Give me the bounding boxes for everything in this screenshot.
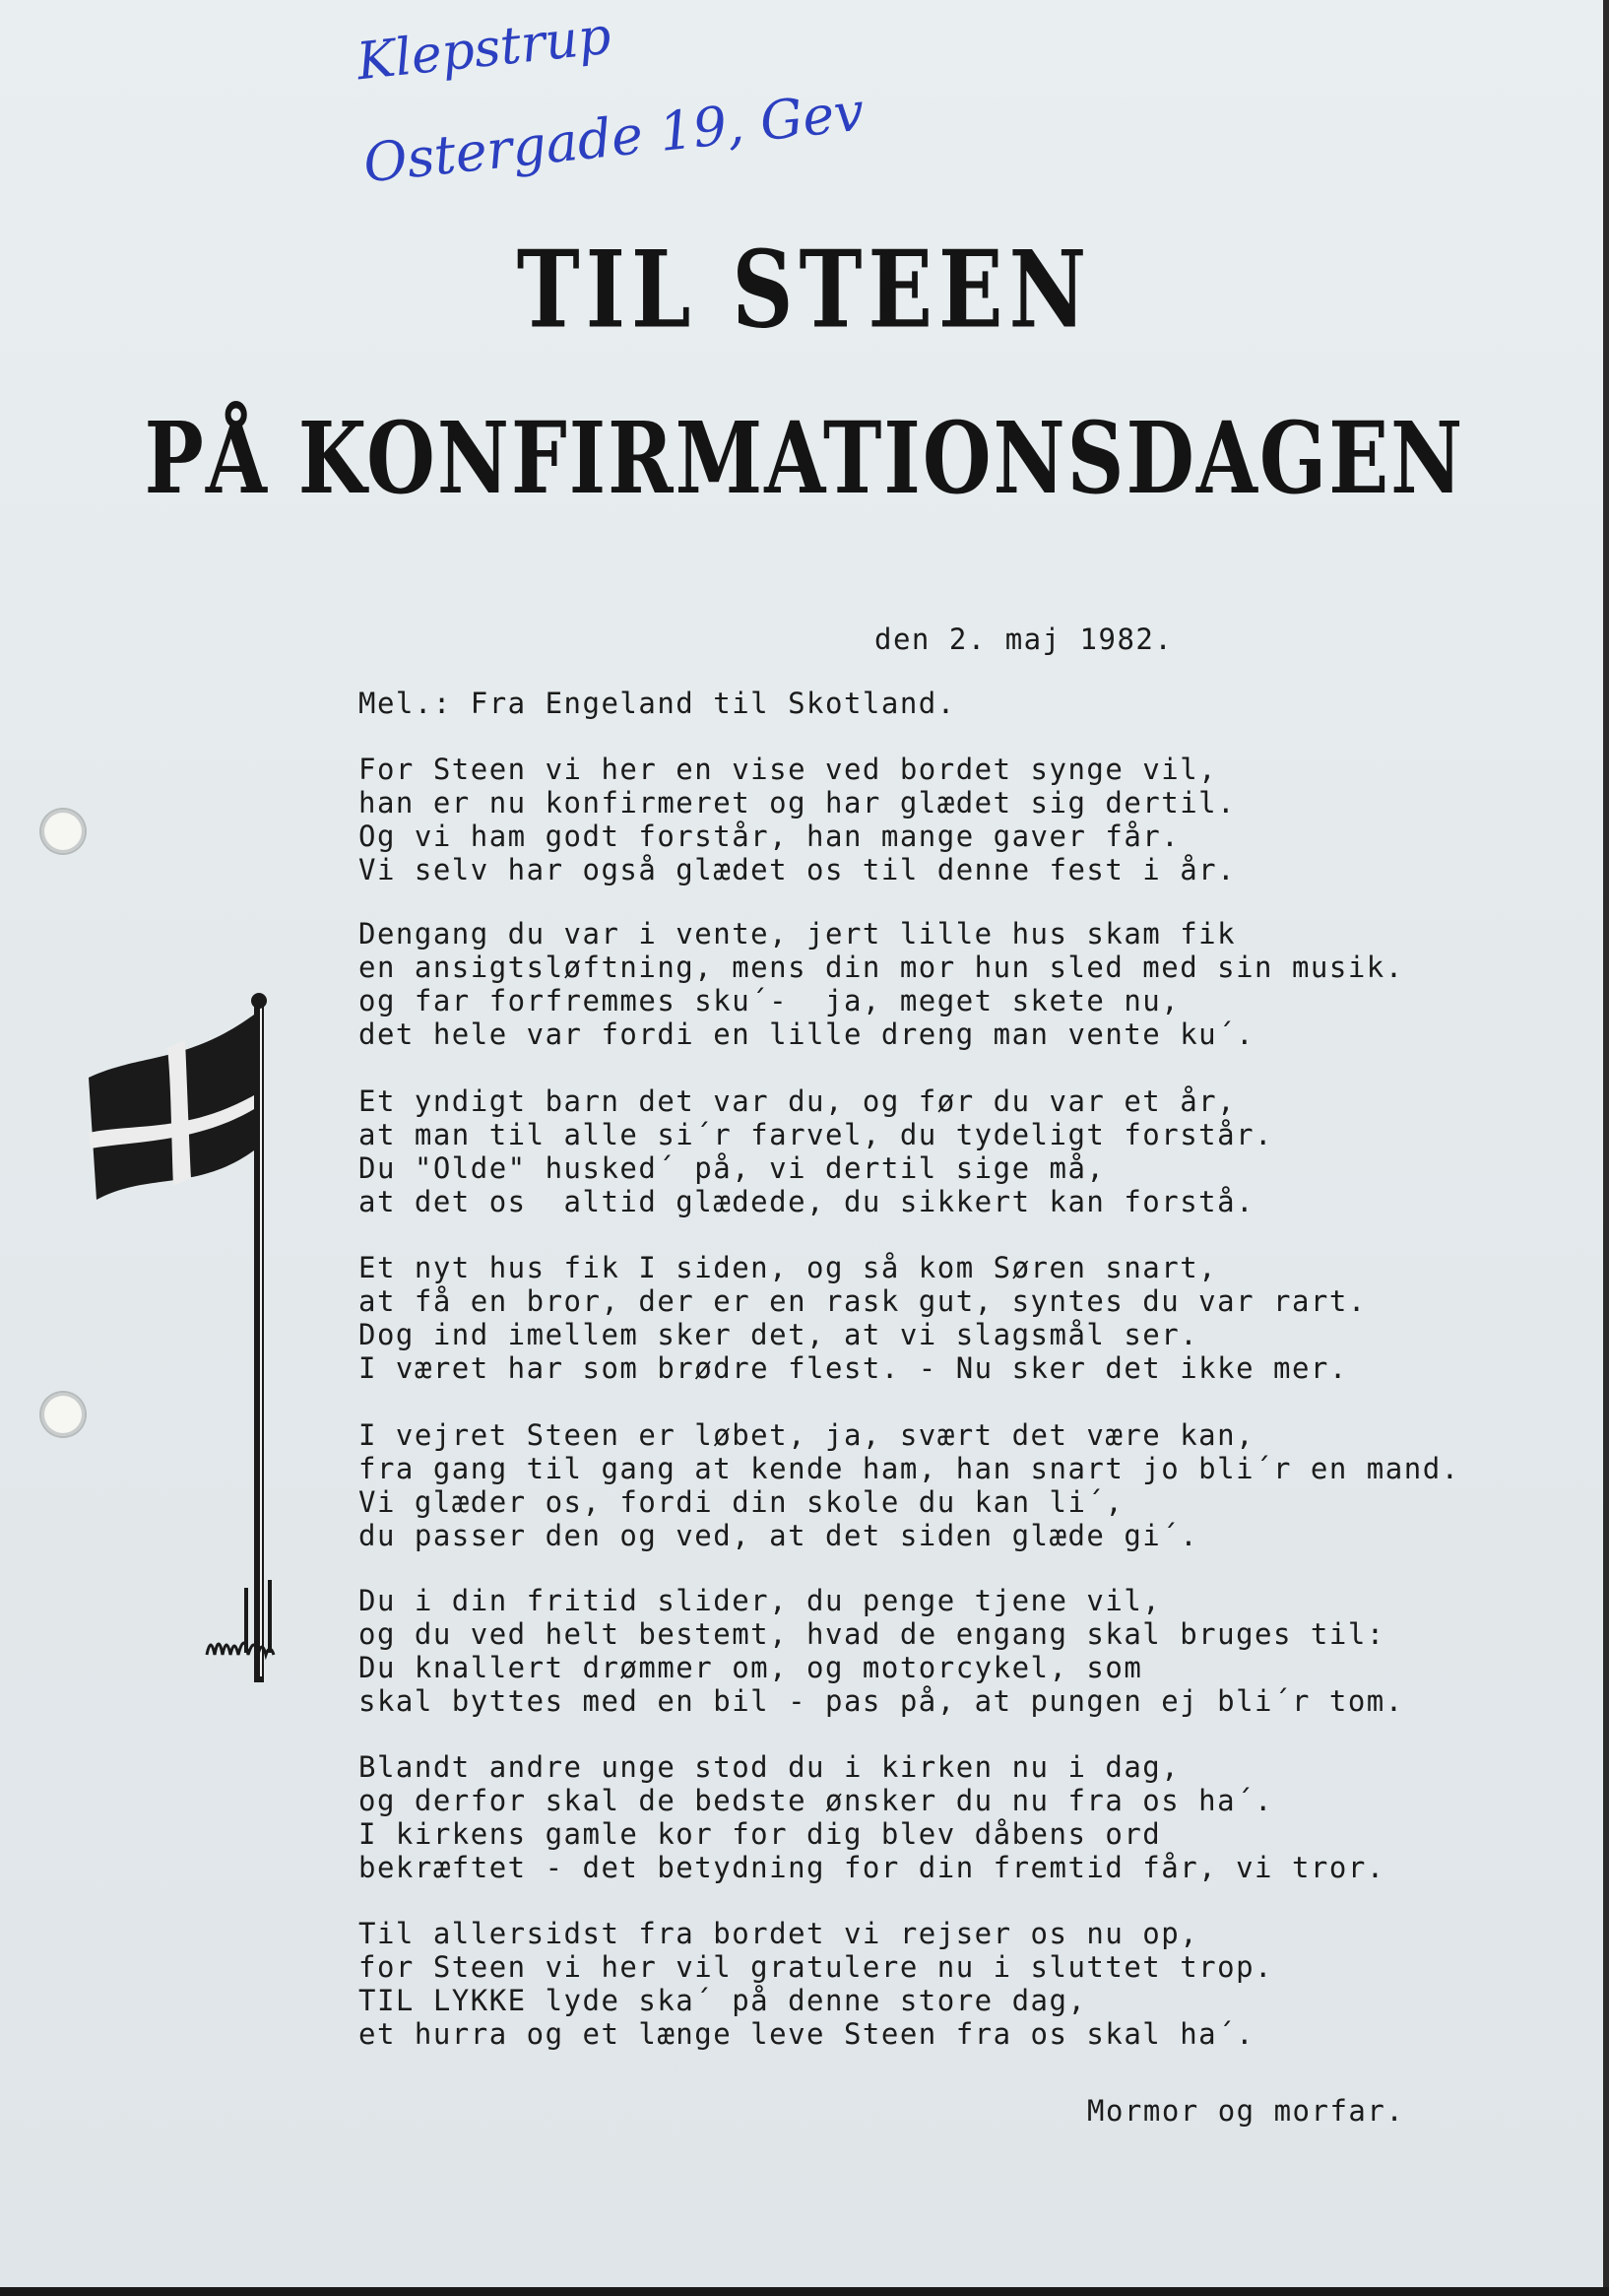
- stanza-line: I kirkens gamle kor for dig blev dåbens ord: [358, 1817, 1162, 1851]
- stanza-line: et hurra og et længe leve Steen fra os skal ha´.: [358, 2017, 1255, 2051]
- stanza-8: [358, 1917, 1273, 2051]
- stanza-line: Og vi ham godt forstår, han mange gaver får.: [358, 820, 1181, 853]
- melody-line: Mel.: Fra Engeland til Skotland.: [358, 687, 956, 720]
- stanza-line: Vi glæder os, fordi din skole du kan li´,: [358, 1485, 1125, 1519]
- stanza-2: [358, 917, 1404, 1051]
- stanza-line: I vejret Steen er løbet, ja, svært det være kan,: [358, 1418, 1255, 1452]
- stanza-line: skal byttes med en bil - pas på, at pungen ej bli´r tom.: [358, 1684, 1404, 1718]
- signature: Mormor og morfar.: [1087, 2094, 1405, 2128]
- stanza-4: [358, 1251, 1367, 1385]
- title-line1: TIL STEEN: [516, 228, 1093, 353]
- stanza-line: Blandt andre unge stod du i kirken nu i dag,: [358, 1750, 1181, 1784]
- date-line: den 2. maj 1982.: [874, 623, 1174, 656]
- stanza-line: Du "Olde" husked´ på, vi dertil sige må,: [358, 1151, 1106, 1185]
- stanza-line: Dog ind imellem sker det, at vi slagsmål ser.: [358, 1318, 1199, 1351]
- stanza-line: For Steen vi her en vise ved bordet synge vil,: [358, 753, 1218, 786]
- stanza-7: [358, 1750, 1385, 1884]
- stanza-line: TIL LYKKE lyde ska´ på denne store dag,: [358, 1984, 1087, 2017]
- stanza-line: at det os altid glædede, du sikkert kan forstå.: [358, 1185, 1255, 1218]
- stanza-line: du passer den og ved, at det siden glæde gi´.: [358, 1519, 1199, 1552]
- handwritten-note-line1: Klepstrup: [354, 6, 614, 93]
- page-edge-bottom: [0, 2287, 1609, 2296]
- punch-hole-top: [41, 810, 85, 853]
- stanza-line: at man til alle si´r farvel, du tydeligt forstår.: [358, 1118, 1274, 1151]
- stanza-line: det hele var fordi en lille dreng man vente ku´.: [358, 1017, 1255, 1051]
- stanza-line: Dengang du var i vente, jert lille hus skam fik: [358, 917, 1237, 951]
- stanza-6: [358, 1584, 1404, 1718]
- handwritten-note-line2: Ostergade 19, Gev: [360, 80, 868, 195]
- stanza-line: en ansigtsløftning, mens din mor hun sled med sin musik.: [358, 951, 1404, 984]
- stanza-line: for Steen vi her vil gratulere nu i sluttet trop.: [358, 1950, 1274, 1984]
- stanza-line: I været har som brødre flest. - Nu sker det ikke mer.: [358, 1351, 1348, 1385]
- stanza-line: Et nyt hus fik I siden, og så kom Søren snart,: [358, 1251, 1218, 1284]
- stanza-3: [358, 1084, 1273, 1218]
- stanza-1: [358, 753, 1236, 886]
- stanza-line: Du knallert drømmer om, og motorcykel, som: [358, 1651, 1143, 1684]
- stanza-line: han er nu konfirmeret og har glædet sig dertil.: [358, 786, 1237, 820]
- stanza-line: Til allersidst fra bordet vi rejser os nu op,: [358, 1917, 1199, 1950]
- stanza-5: [358, 1418, 1460, 1552]
- stanza-line: Et yndigt barn det var du, og før du var et år,: [358, 1084, 1237, 1118]
- stanza-line: bekræftet - det betydning for din fremtid får, vi tror.: [358, 1851, 1385, 1884]
- stanza-line: Vi selv har også glædet os til denne fest i år.: [358, 853, 1237, 886]
- stanza-line: fra gang til gang at kende ham, han snart jo bli´r en mand.: [358, 1452, 1460, 1485]
- stanza-line: og derfor skal de bedste ønsker du nu fra os ha´.: [358, 1784, 1274, 1817]
- title-line2: PÅ KONFIRMATIONSDAGEN: [144, 400, 1465, 516]
- stanza-line: Du i din fritid slider, du penge tjene vil,: [358, 1584, 1162, 1617]
- danish-flag-on-pole-icon: [69, 985, 325, 1694]
- stanza-line: og far forfremmes sku´- ja, meget skete nu,: [358, 984, 1181, 1017]
- stanza-line: og du ved helt bestemt, hvad de engang skal bruges til:: [358, 1617, 1385, 1651]
- stanza-line: at få en bror, der er en rask gut, syntes du var rart.: [358, 1284, 1367, 1318]
